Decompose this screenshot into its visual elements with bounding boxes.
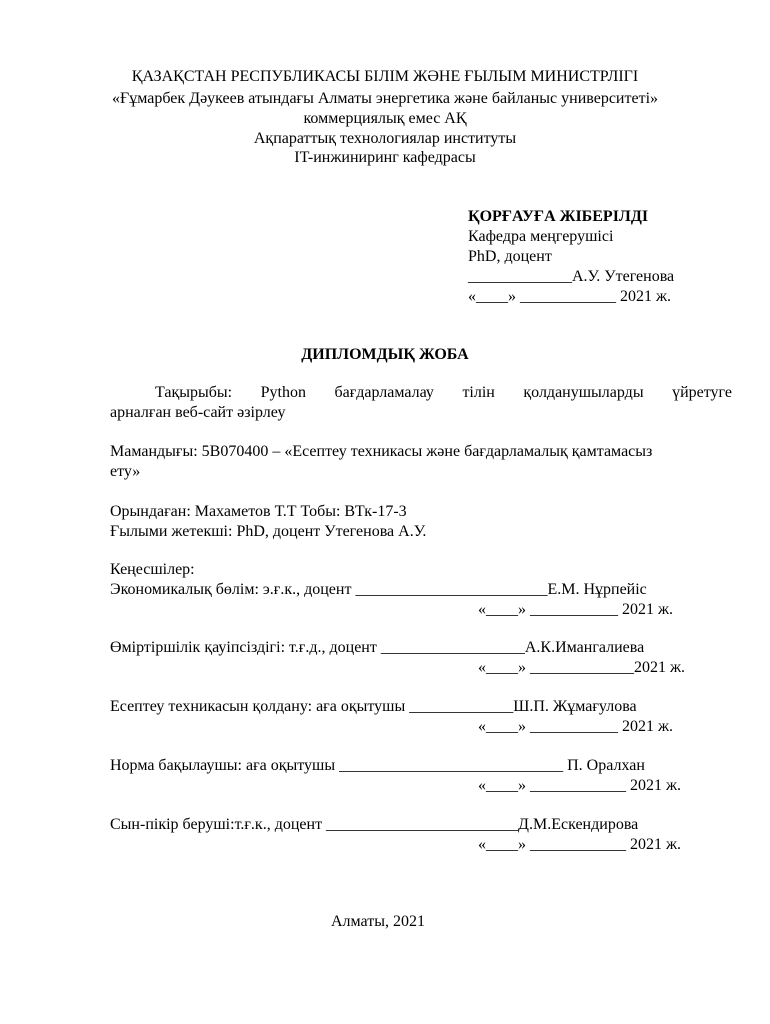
consultant-economics: Экономикалық бөлім: э.ғ.к., доцент ________________________Е.М. Нұрпейіс (110, 581, 647, 598)
place-year: Алматы, 2021 (331, 913, 425, 930)
approval-signature: _____________А.У. Утегенова (468, 268, 675, 285)
department-line: IT-инжиниринг кафедрасы (294, 149, 476, 166)
approval-date: «____» ____________ 2021 ж. (468, 288, 672, 305)
specialty-line-2: ету» (110, 463, 141, 480)
consultant-safety-date: «____» _____________2021 ж. (478, 659, 686, 676)
institute-line: Ақпараттық технологиялар институты (253, 130, 517, 147)
approval-degree: PhD, доцент (468, 248, 552, 265)
consultant-reviewer: Сын-пікір беруші:т.ғ.к., доцент ________________________Д.М.Ескендирова (110, 816, 639, 833)
topic-line-2: арналған веб-сайт әзірлеу (110, 404, 286, 421)
topic-line-1: Тақырыбы: Python бағдарламалау тілін қолданушыларды үйретуге (155, 384, 732, 401)
author-line: Орындаған: Махаметов Т.Т Тобы: ВТк-17-3 (110, 503, 407, 520)
consultant-economics-date: «____» ___________ 2021 ж. (478, 601, 674, 618)
consultant-norm-control: Норма бақылаушы: аға оқытушы ____________________________ П. Оралхан (110, 757, 645, 774)
consultant-safety: Өміртіршілік қауіпсіздігі: т.ғ.д., доцент __________________А.К.Имангалиева (110, 639, 645, 656)
ministry-line: ҚАЗАҚСТАН РЕСПУБЛИКАСЫ БІЛІМ ЖӘНЕ ҒЫЛЫМ МИНИСТРЛІГІ (131, 68, 639, 85)
consultant-computing-date: «____» ___________ 2021 ж. (478, 718, 674, 735)
supervisor-line: Ғылыми жетекші: PhD, доцент Утегенова А.У. (110, 523, 427, 540)
consultant-computing: Есептеу техникасын қолдану: аға оқытушы _____________Ш.П. Жұмағулова (110, 698, 637, 715)
university-line: «Ғұмарбек Дәукеев атындағы Алматы энергетика және байланыс университеті» (111, 90, 659, 107)
org-type-line: коммерциялық емес АҚ (303, 110, 467, 127)
consultant-reviewer-date: «____» ____________ 2021 ж. (478, 836, 682, 853)
approval-position: Кафедра меңгерушісі (468, 228, 614, 245)
consultants-heading: Кеңесшілер: (110, 561, 195, 578)
specialty-line-1: Мамандығы: 5В070400 – «Есептеу техникасы және бағдарламалық қамтамасыз (110, 443, 653, 460)
consultant-norm-control-date: «____» ____________ 2021 ж. (478, 777, 682, 794)
document-title: ДИПЛОМДЫҚ ЖОБА (301, 346, 469, 363)
approval-title: ҚОРҒАУҒА ЖІБЕРІЛДІ (468, 208, 649, 225)
